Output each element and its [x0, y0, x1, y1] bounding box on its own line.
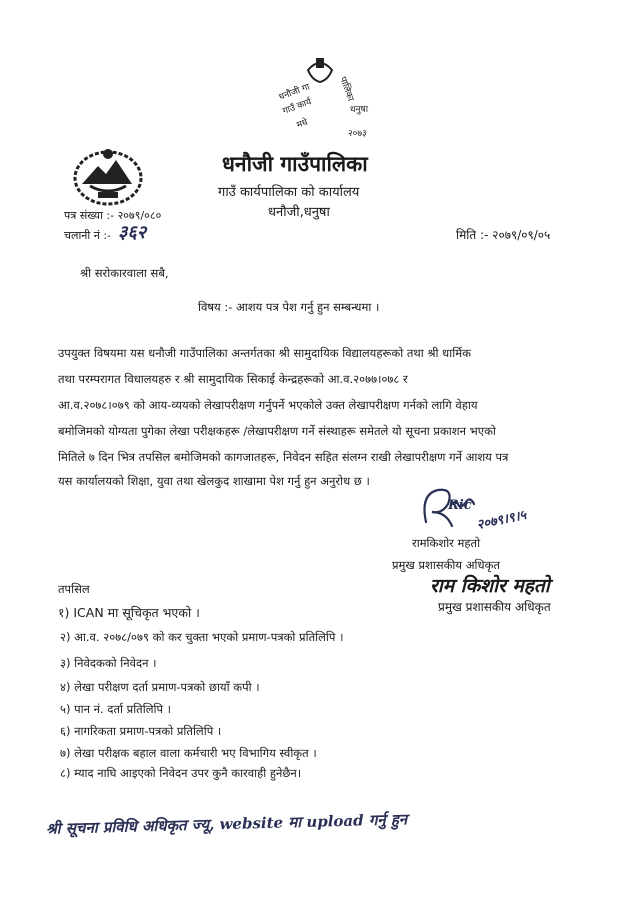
name-stamp-title: प्रमुख प्रशासकीय अधिकृत	[438, 600, 551, 614]
list-item: ७) लेखा परीक्षक बहाल वाला कर्मचारी भए विभागिय स्वीकृत ।	[60, 746, 317, 760]
letter-date: मिति :- २०७९/०९/०५	[456, 228, 551, 242]
svg-text:धनौजी गा: धनौजी गा	[278, 82, 312, 103]
office-name: गाउँ कार्यपालिका को कार्यालय	[218, 185, 360, 200]
svg-text:धनुषा: धनुषा	[350, 105, 369, 115]
list-item: ५) पान नं. दर्ता प्रतिलिपि ।	[60, 702, 172, 716]
body-line: उपयुक्त विषयमा यस धनौजी गाउँपालिका अन्तर्गतका श्री सामुदायिक विद्यालयहरूको तथा श्री धार्मिक	[58, 346, 471, 360]
svg-text:२०७३: २०७३	[348, 129, 367, 139]
body-line: तथा परम्परागत विधालयहरु र श्री सामुदायिक सिकाई केन्द्रहरूको आ.व.२०७७।०७८ र	[58, 372, 408, 386]
svg-text:मधे: मधे	[295, 117, 310, 131]
dispatch-label: चलानी नं :-	[64, 229, 112, 242]
body-line: बमोजिमको योग्यता पुगेका लेखा परीक्षकहरू /लेखापरीक्षण गर्ने संस्थाहरू समेतले यो सूचना प्रकाशन भएको	[58, 424, 496, 438]
list-item: ३) निवेदकको निवेदन ।	[60, 656, 157, 670]
list-item: ८) म्याद नाघि आइएको निवेदन उपर कुनै कारवाही हुनेछैन।	[60, 766, 302, 780]
signature-initials: Ric	[448, 498, 472, 513]
addressee: श्री सरोकारवाला सबै,	[80, 266, 169, 280]
letter-number: पत्र संख्या :- २०७९/०८०	[64, 209, 162, 222]
signatory-name: रामकिशोर महतो	[412, 536, 481, 550]
name-stamp: राम किशोर महतो	[430, 575, 550, 597]
svg-text:पालिका: पालिका	[337, 75, 356, 103]
body-line: यस कार्यालयको शिक्षा, युवा तथा खेलकुद शाखामा पेश गर्नु हुन अनुरोध छ ।	[58, 474, 370, 488]
handwritten-note: श्री सूचना प्रविधि अधिकृत ज्यू, website मा upload गर्नु हुन	[45, 810, 408, 838]
body-line: मितिले ७ दिन भित्र तपसिल बमोजिमको कागजातहरू, निवेदन सहित संलग्न राखी लेखापरीक्षण गर्ने आशय पत्र	[58, 450, 509, 464]
body-line: आ.व.२०७८।०७९ को आय-व्ययको लेखापरीक्षण गर्नुपर्ने भएकोले उक्त लेखापरीक्षण गर्नको लागि वेहाय	[58, 398, 478, 412]
office-location: धनौजी,धनुषा	[268, 205, 330, 220]
office-stamp	[278, 52, 388, 144]
organization-name: धनौजी गाउँपालिका	[222, 152, 368, 176]
annex-heading: तपसिल	[58, 582, 90, 596]
list-item: ४) लेखा परीक्षण दर्ता प्रमाण-पत्रको छायाँ कपी ।	[60, 680, 260, 694]
signature-date: २०७९।९।५	[475, 507, 528, 534]
signatory-title: प्रमुख प्रशासकीय अधिकृत	[392, 558, 500, 572]
subject-line: विषय :- आशय पत्र पेश गर्नु हुन सम्बन्धमा ।	[198, 300, 380, 314]
list-item: १) ICAN मा सूचिकृत भएको ।	[58, 605, 200, 620]
list-item: २) आ.व. २०७८/०७९ को कर चुक्ता भएको प्रमाण-पत्रको प्रतिलिपि ।	[60, 630, 344, 644]
list-item: ६) नागरिकता प्रमाण-पत्रको प्रतिलिपि ।	[60, 724, 222, 738]
government-emblem	[68, 144, 148, 210]
svg-text:गाउँ कार्य: गाउँ कार्य	[281, 97, 313, 117]
dispatch-number: ३६२	[118, 222, 147, 243]
